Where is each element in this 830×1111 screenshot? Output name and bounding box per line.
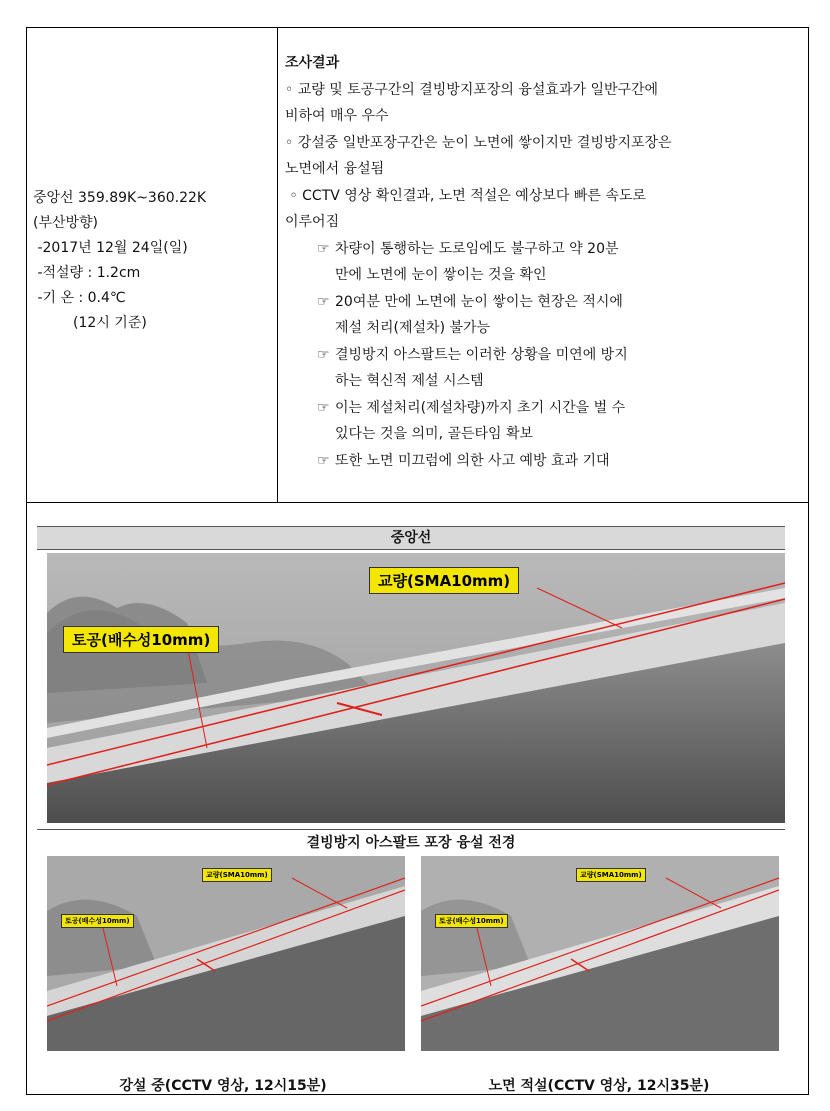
site-info-cell — [33, 186, 273, 336]
site-location: 중앙선 359.89K~360.22K — [33, 190, 207, 206]
point-5a: ☞ 또한 노면 미끄럼에 의한 사고 예방 효과 기대 — [285, 448, 805, 475]
result-bullet-2b: 노면에서 융설됨 — [285, 161, 385, 177]
snowfall-photo-caption: 강설 중(CCTV 영상, 12시15분) — [119, 1078, 327, 1094]
point-2a: ☞ 20여분 만에 노면에 눈이 쌓이는 현장은 적시에 — [285, 289, 805, 316]
site-date: -2017년 12월 24일(일) — [33, 240, 188, 256]
hand-pointer-icon: ☞ — [317, 293, 330, 310]
road-snow-bridge-label: 교량(SMA10mm) — [576, 868, 646, 882]
row-divider — [27, 502, 808, 503]
road-snow-photo — [421, 856, 779, 1051]
point-4a: ☞ 이는 제설처리(제설차량)까지 초기 시간을 벌 수 — [285, 395, 805, 422]
main-photo-caption: 결빙방지 아스팔트 포장 융설 전경 — [37, 829, 785, 852]
column-divider — [277, 28, 278, 502]
hand-pointer-icon: ☞ — [317, 240, 330, 257]
main-bridge-label: 교량(SMA10mm) — [369, 567, 519, 594]
point-3b: 하는 혁신적 제설 시스템 — [335, 373, 484, 389]
point-3a: ☞ 결빙방지 아스팔트는 이러한 상황을 미연에 방지 — [285, 342, 805, 369]
results-heading: 조사결과 — [285, 55, 340, 71]
result-bullet-1b: 비하여 매우 우수 — [285, 108, 389, 124]
road-snow-photo-caption: 노면 적설(CCTV 영상, 12시35분) — [488, 1078, 710, 1094]
site-time-basis: (12시 기준) — [33, 315, 147, 331]
point-1b: 만에 노면에 눈이 쌓이는 것을 확인 — [335, 267, 547, 283]
hand-pointer-icon: ☞ — [317, 452, 330, 469]
point-2b: 제설 처리(제설차) 불가능 — [335, 320, 491, 336]
snowfall-photo — [47, 856, 405, 1051]
point-1a: ☞ 차량이 통행하는 도로임에도 불구하고 약 20분 — [285, 236, 805, 263]
road-scene-illustration — [421, 856, 779, 1051]
road-scene-illustration — [47, 856, 405, 1051]
main-road-photo — [47, 553, 785, 823]
road-snow-earthwork-label: 토공(배수성10mm) — [435, 914, 508, 928]
point-4b: 있다는 것을 의미, 골든타임 확보 — [335, 426, 534, 442]
main-earthwork-label: 토공(배수성10mm) — [63, 626, 219, 653]
site-snowfall: -적설량 : 1.2cm — [33, 265, 141, 281]
snowfall-earthwork-label: 토공(배수성10mm) — [61, 914, 134, 928]
result-bullet-3b: 이루어짐 — [285, 214, 340, 230]
hand-pointer-icon: ☞ — [317, 346, 330, 363]
document-table — [26, 27, 809, 1095]
result-bullet-3a: ◦ CCTV 영상 확인결과, 노면 적설은 예상보다 빠른 속도로 — [285, 187, 646, 204]
survey-results-cell — [285, 50, 805, 474]
site-temperature: -기 온 : 0.4℃ — [33, 290, 126, 306]
result-bullet-1a: ◦ 교량 및 토공구간의 결빙방지포장의 융설효과가 일반구간에 — [285, 81, 659, 98]
hand-pointer-icon: ☞ — [317, 399, 330, 416]
site-direction: (부산방향) — [33, 215, 99, 231]
photo-panel-title: 중앙선 — [37, 526, 785, 550]
result-bullet-2a: ◦ 강설중 일반포장구간은 눈이 노면에 쌓이지만 결빙방지포장은 — [285, 134, 672, 151]
snowfall-bridge-label: 교량(SMA10mm) — [202, 868, 272, 882]
